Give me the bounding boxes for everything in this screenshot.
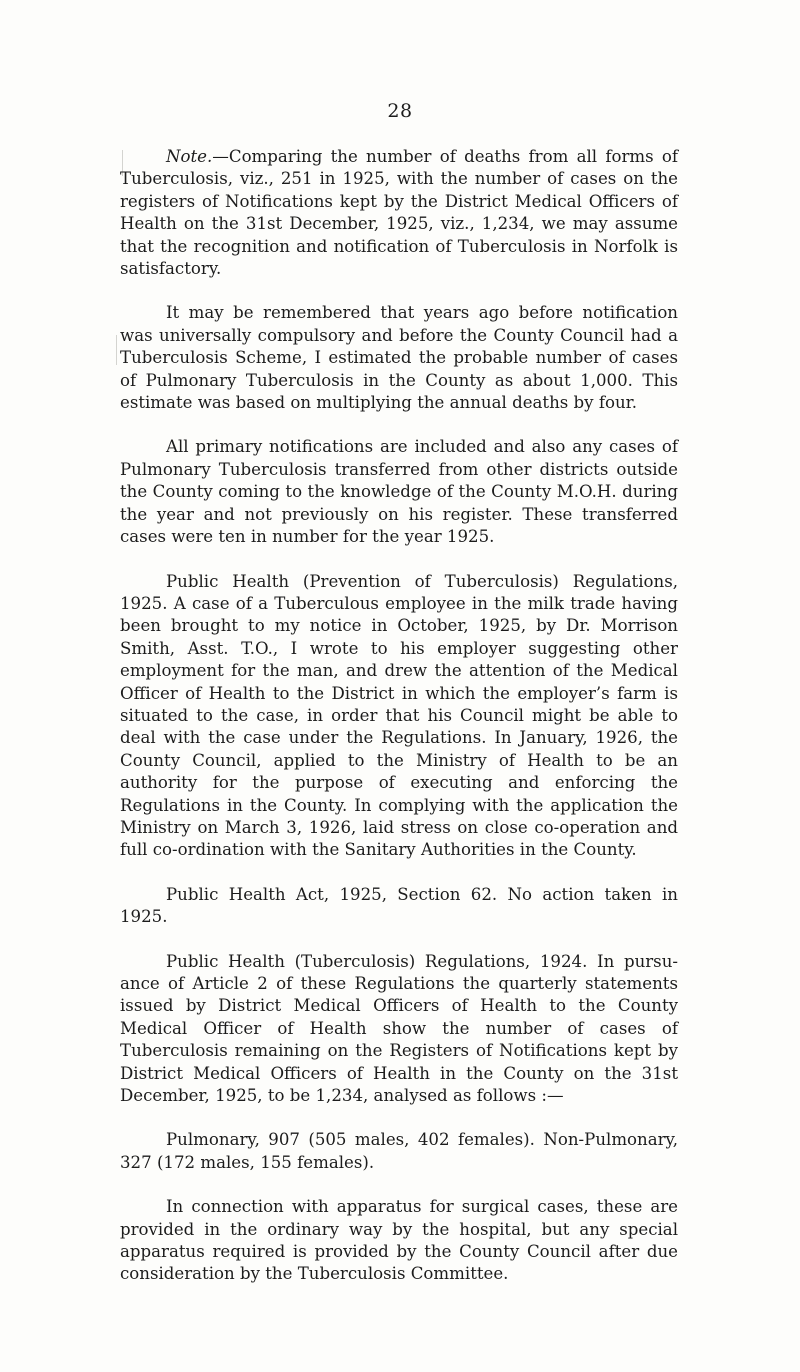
note-lead: Note. <box>166 147 213 166</box>
paragraph-case-breakdown: Pulmonary, 907 (505 males, 402 females). Non-Pulmonary, 327 (172 males, 155 females). <box>120 1130 678 1172</box>
paragraph-note <box>120 146 678 280</box>
page-number: 28 <box>387 100 413 122</box>
paragraph-estimate: It may be remembered that years ago before notification was universally compulsory and before the County Council had a Tuberculosis Scheme, I estimated the probable number of cases of Pulmonary Tuberculosis in the County as about 1,000. This estimate was based on multiplying the annual deaths by four. <box>120 303 678 413</box>
paragraph-prevention-regulations: Public Health (Prevention of Tuberculosis) Regulations, 1925. A case of a Tuberculous employee in the milk trade having been brought to my notice in October, 1925, by Dr. Morrison Smith, Asst. T.O., I wrote to his employer suggesting other employment for the man, and drew the attention of the Medical Officer of Health to the District in which the employer’s farm is situated to the case, in order that his Council might be able to deal with the case under the Regulations. In January, 1926, the County Council, applied to the Ministry of Health to be an authority for the purpose of executing and enforcing the Regulations in the County. In complying with the application the Ministry on March 3, 1926, laid stress on close co-operation and full co-ordination with the Sanitary Authorities in the County. <box>120 571 678 860</box>
paragraph-text: —Comparing the number of deaths from all forms of Tuberculosis, viz., 251 in 1925, with the number of cases on the registers of Notifications kept by the District Medical Officers of Health on the 31st December, 1925, viz., 1,234, we may assume that the recognition and notification of Tuberculosis in Norfolk is satisfactory. <box>120 147 678 279</box>
paragraph-apparatus: In connection with apparatus for surgical cases, these are provided in the ordinary way by the hospital, but any special apparatus required is provided by the County Council after due consideration by the Tuberculosis Committee. <box>120 1197 678 1284</box>
paragraph-section-62: Public Health Act, 1925, Section 62. No action taken in 1925. <box>120 884 678 927</box>
scan-artifact-line <box>116 335 117 365</box>
paragraph-notifications: All primary notifications are included and also any cases of Pulmonary Tuberculosis transferred from other districts outside the County coming to the knowledge of the County M.O.H. during the year and not previously on his register. These transferred cases were ten in number for the year 1925. <box>120 437 678 547</box>
paragraph-tuberculosis-regulations: Public Health (Tuberculosis) Regulations, 1924. In pursuance of Article 2 of these Regulations the quarterly statements issued by District Medical Officers of Health to the County Medical Officer of Health show the number of cases of Tuberculosis remaining on the Registers of Notifications kept by District Medical Officers of Health in the County on the 31st December, 1925, to be 1,234, analysed as follows :— <box>120 951 678 1106</box>
body-text <box>120 146 678 1308</box>
